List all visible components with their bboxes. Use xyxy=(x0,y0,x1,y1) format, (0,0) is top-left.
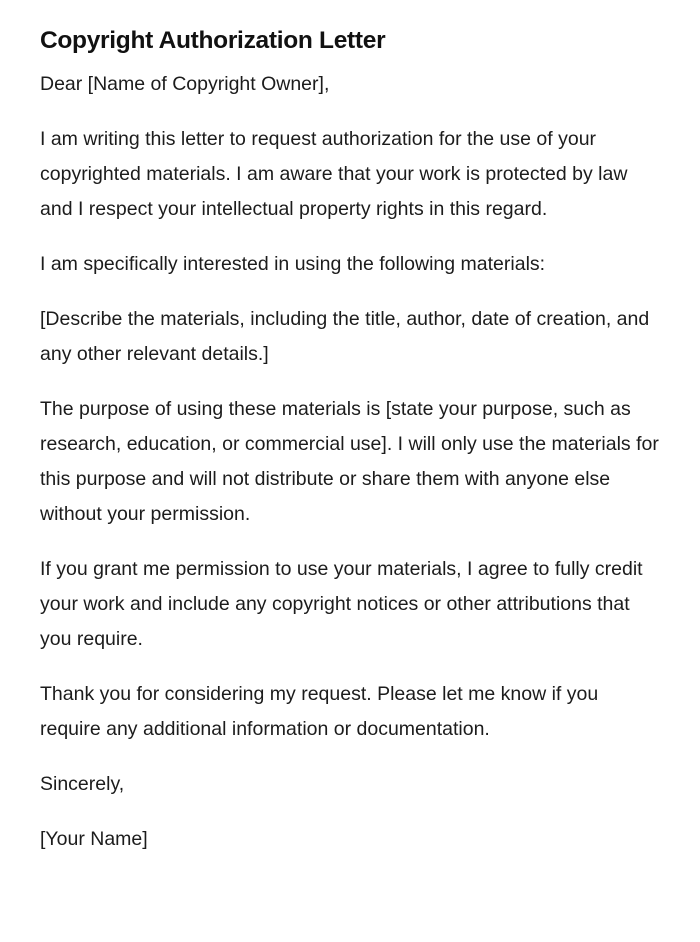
letter-signature: [Your Name] xyxy=(40,828,148,850)
letter-title: Copyright Authorization Letter xyxy=(40,27,386,54)
letter-salutation: Dear [Name of Copyright Owner], xyxy=(40,73,330,95)
letter-paragraph-intro: I am writing this letter to request authorization for the use of your copyrighted materials. I am aware that your work is protected by law and I respect your intellectual property rights in this regard. xyxy=(40,128,628,220)
letter-paragraph-credit: If you grant me permission to use your materials, I agree to fully credit your work and include any copyright notices or other attributions that you require. xyxy=(40,558,643,650)
letter-paragraph-interest: I am specifically interested in using the following materials: xyxy=(40,253,546,275)
letter-paragraph-materials: [Describe the materials, including the title, author, date of creation, and any other relevant details.] xyxy=(40,308,650,365)
letter-paragraph-thanks: Thank you for considering my request. Please let me know if you require any additional information or documentation. xyxy=(40,683,599,740)
letter-paragraph-purpose: The purpose of using these materials is [state your purpose, such as research, education, or commercial use]. I will only use the materials for this purpose and will not distribute or share them with anyone else without your permission. xyxy=(40,398,659,525)
letter-closing: Sincerely, xyxy=(40,773,125,795)
